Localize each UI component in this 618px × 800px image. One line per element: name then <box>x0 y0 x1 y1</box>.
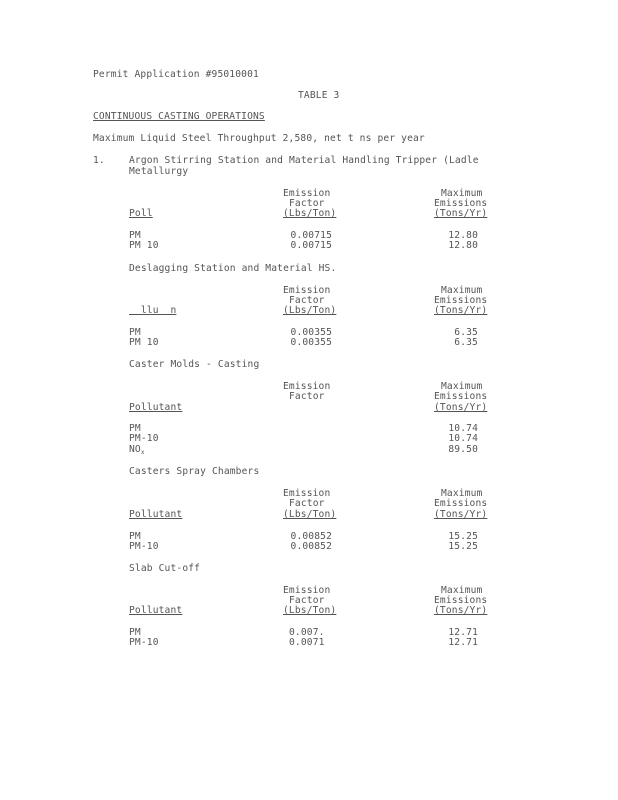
maximum-header: Maximum <box>441 188 483 199</box>
emission-header: Emission <box>283 585 331 596</box>
max-emissions: 15.25 <box>448 531 478 542</box>
item-title-line1: Argon Stirring Station and Material Handling Tripper (Ladle <box>129 155 479 166</box>
emissions-header: Emissions <box>434 198 488 209</box>
units-header: (Lbs/Ton) <box>283 208 337 219</box>
emission-header: Emission <box>283 188 331 199</box>
pollutant-header: Pollutant <box>129 402 183 413</box>
max-emissions: 12.80 <box>448 240 478 251</box>
subsection-title: Casters Spray Chambers <box>129 466 260 477</box>
pollutant-name: PM-10 <box>129 433 159 444</box>
table-title: TABLE 3 <box>298 90 340 101</box>
emission-header: Emission <box>283 285 331 296</box>
max-emissions: 6.35 <box>454 327 478 338</box>
tons-header: (Tons/Yr) <box>434 402 488 413</box>
maximum-header: Maximum <box>441 585 483 596</box>
tons-header: (Tons/Yr) <box>434 509 488 520</box>
emission-header: Emission <box>283 488 331 499</box>
item-number: 1. <box>93 155 105 166</box>
pollutant-header: Pollutant <box>129 605 183 616</box>
pollutant-name: PM 10 <box>129 337 159 348</box>
pollutant-header: Pollutant <box>129 509 183 520</box>
emission-factor: 0.00715 <box>290 230 332 241</box>
units-header: (Lbs/Ton) <box>283 605 337 616</box>
factor-header: Factor <box>289 198 325 209</box>
max-emissions: 10.74 <box>448 423 478 434</box>
units-header: (Lbs/Ton) <box>283 305 337 316</box>
emission-factor: 0.00852 <box>290 531 332 542</box>
section-title: CONTINUOUS CASTING OPERATIONS <box>93 111 265 122</box>
maximum-header: Maximum <box>441 488 483 499</box>
emissions-header: Emissions <box>434 391 488 402</box>
max-emissions: 15.25 <box>448 541 478 552</box>
pollutant-name: PM-10 <box>129 637 159 648</box>
subsection-title: Deslagging Station and Material HS. <box>129 263 337 274</box>
emission-factor: 0.007. <box>289 627 325 638</box>
item-title-line2: Metallurgy <box>129 166 189 177</box>
factor-header: Factor <box>289 595 325 606</box>
emission-factor: 0.00715 <box>290 240 332 251</box>
pollutant-name: PM <box>129 627 141 638</box>
emission-factor: 0.00852 <box>290 541 332 552</box>
max-emissions: 12.71 <box>448 627 478 638</box>
units-header: (Lbs/Ton) <box>283 509 337 520</box>
throughput-line: Maximum Liquid Steel Throughput 2,580, net t ns per year <box>93 133 425 144</box>
emission-factor: 0.00355 <box>290 337 332 348</box>
factor-header: Factor <box>289 295 325 306</box>
factor-header: Factor <box>289 391 325 402</box>
tons-header: (Tons/Yr) <box>434 305 488 316</box>
tons-header: (Tons/Yr) <box>434 605 488 616</box>
factor-header: Factor <box>289 498 325 509</box>
max-emissions: 12.80 <box>448 230 478 241</box>
pollutant-name: PM <box>129 327 141 338</box>
emissions-header: Emissions <box>434 595 488 606</box>
max-emissions: 12.71 <box>448 637 478 648</box>
pollutant-name: PM <box>129 423 141 434</box>
pollutant-header: Poll <box>129 208 153 219</box>
subsection-title: Slab Cut-off <box>129 563 201 574</box>
emissions-header: Emissions <box>434 295 488 306</box>
emission-header: Emission <box>283 381 331 392</box>
emission-factor: 0.0071 <box>289 637 325 648</box>
max-emissions: 89.50 <box>448 444 478 455</box>
pollutant-name: PM 10 <box>129 240 159 251</box>
permit-number: Permit Application #95010001 <box>93 69 259 80</box>
maximum-header: Maximum <box>441 285 483 296</box>
pollutant-name: $NO_x$ <box>129 444 145 456</box>
pollutant-name: PM <box>129 230 141 241</box>
emissions-header: Emissions <box>434 498 488 509</box>
pollutant-header: llu n <box>129 305 177 316</box>
pollutant-name: PM <box>129 531 141 542</box>
max-emissions: 6.35 <box>454 337 478 348</box>
maximum-header: Maximum <box>441 381 483 392</box>
pollutant-name: PM-10 <box>129 541 159 552</box>
max-emissions: 10.74 <box>448 433 478 444</box>
emission-factor: 0.00355 <box>290 327 332 338</box>
tons-header: (Tons/Yr) <box>434 208 488 219</box>
subsection-title: Caster Molds - Casting <box>129 359 260 370</box>
